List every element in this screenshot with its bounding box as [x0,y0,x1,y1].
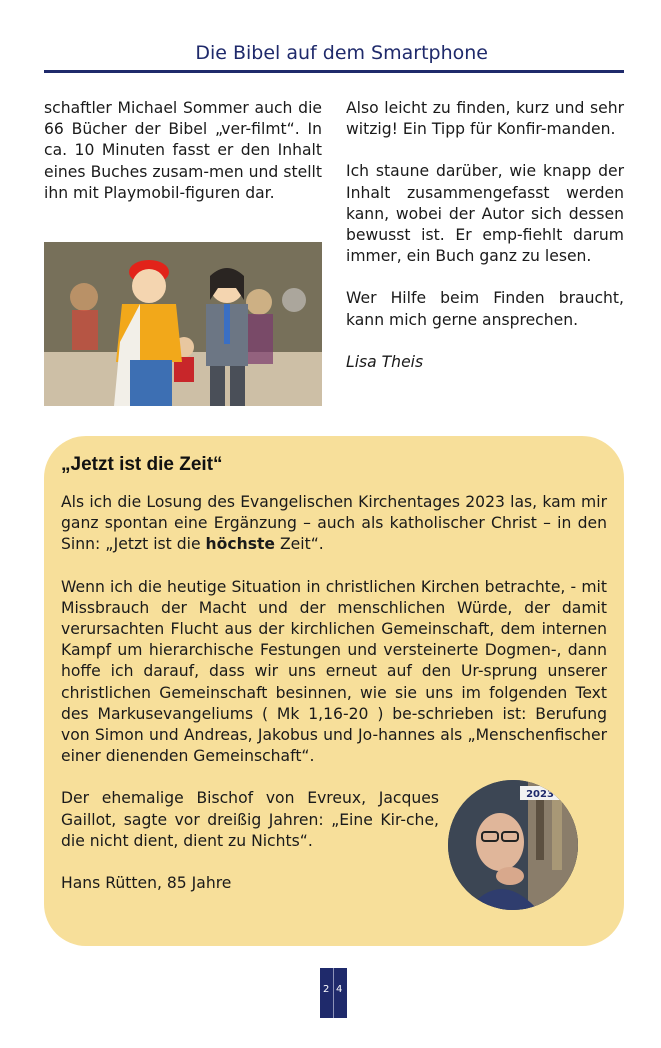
header-title: Die Bibel auf dem Smartphone [195,42,488,64]
portrait-photo [448,780,578,910]
box-paragraph-1-start: Als ich die Losung des Evangelischen Kirchentages 2023 las, kam mir ganz spontan eine Ergänzung – auch als katholischer Christ – in den Sinn: „Jetzt ist die [61,493,607,554]
page-number [320,968,347,1018]
box-paragraph-3: Der ehemalige Bischof von Evreux, Jacques Gaillot, sagte vor dreißig Jahren: „Eine Kir-che, die nicht dient, dient zu Nichts“. [61,789,439,850]
right-paragraph-2: Ich staune darüber, wie knapp der Inhalt zusammengefasst werden kann, wobei der Autor sich dessen bewusst ist. Er emp-fiehlt darum immer, ein Buch ganz zu lesen. [346,162,624,266]
box-author: Hans Rütten, 85 Jahre [61,874,232,893]
left-column [44,98,322,204]
box-title: „Jetzt ist die Zeit“ [61,454,223,475]
portrait-illustration [448,780,578,910]
portrait-year: 2023 [526,789,554,800]
page-number-left: 2 [323,984,330,995]
header-rule [44,70,624,73]
left-paragraph: schaftler Michael Sommer auch die 66 Bücher der Bibel „ver-filmt“. In ca. 10 Minuten fasst er den Inhalt eines Buches zusam-men und stellt ihn mit Playmobil-figuren dar. [44,99,322,202]
right-column [346,98,624,373]
page-header [44,40,624,70]
right-paragraph-1: Also leicht zu finden, kurz und sehr witzig! Ein Tipp für Konfir-manden. [346,99,624,139]
box-paragraph-2: Wenn ich die heutige Situation in christlichen Kirchen betrachte, - mit Missbrauch der Macht und der menschlichen Würde, der damit verursachten Flucht aus der kirchlichen Gemeinschaft, dem internen Kampf um hierarchische Festungen und versteinerte Dogmen-, dann hoffe ich darauf, dass wir uns erneut auf den Ur-sprung unserer christlichen Gemeinschaft besinnen, wie sie uns im folgenden Text des Markusevangeliums ( Mk 1,16-20 ) be-schrieben ist: Berufung von Simon und Andreas, Jakobus und Jo-hannes als „Menschenfischer einer dienenden Gemeinschaft“. [61,577,607,766]
signature: Lisa Theis [346,352,424,371]
page-number-divider [333,968,334,1018]
page-number-right: 4 [336,984,343,995]
playmobil-illustration [44,242,322,406]
box-paragraph-1-bold: höchste [205,535,276,554]
box-paragraph-1-end: Zeit“. [275,535,324,554]
box-paragraph-1 [61,492,607,556]
playmobil-photo [44,242,322,406]
right-paragraph-3: Wer Hilfe beim Finden braucht, kann mich gerne ansprechen. [346,289,624,329]
